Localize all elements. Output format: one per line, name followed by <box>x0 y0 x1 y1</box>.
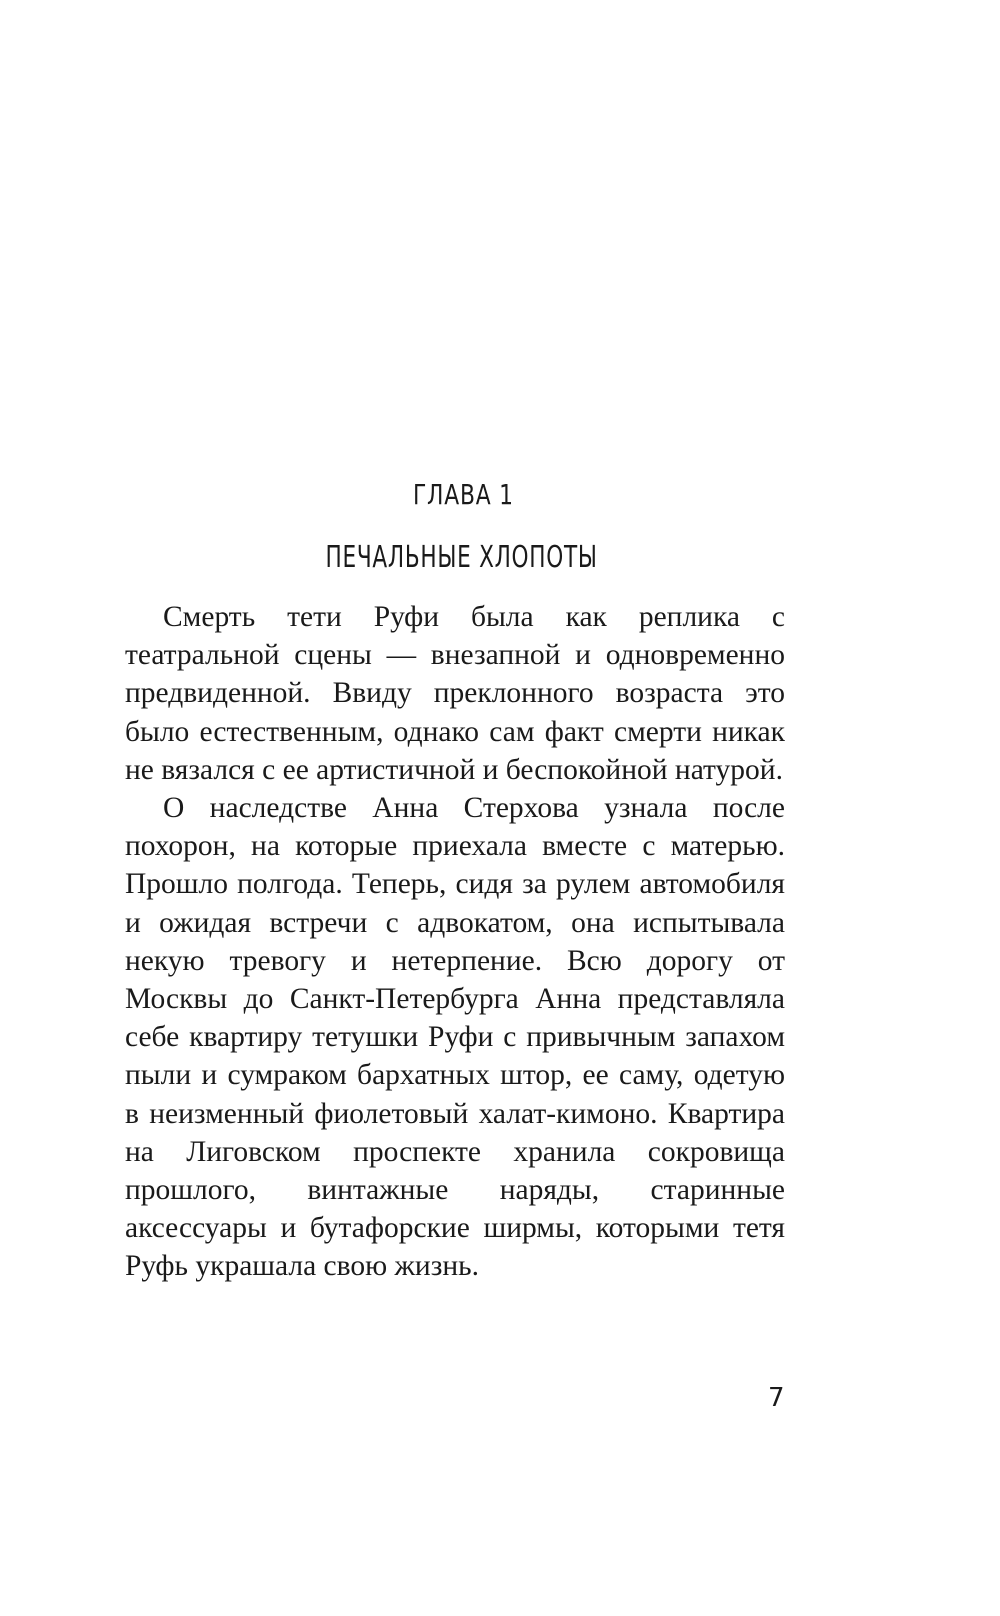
paragraph: Смерть тети Руфи была как реплика с театральной сцены — внезапной и одновременно предвиденной. Ввиду преклонного возраста это было естественным, однако сам факт смерти никак не вязался с ее артистичной и беспокойной натурой. <box>125 601 785 786</box>
body-text <box>125 598 785 1286</box>
page-number: 7 <box>768 1383 785 1413</box>
chapter-label: ГЛАВА 1 <box>412 478 514 511</box>
chapter-title: ПЕЧАЛЬНЫЕ ХЛОПОТЫ <box>325 540 598 575</box>
paragraph: О наследстве Анна Стерхова узнала после похорон, на которые приехала вместе с матерью. Прошло полгода. Теперь, сидя за рулем автомобиля и ожидая встречи с адвокатом, она испытывала некую тревогу и нетерпение. Всю дорогу от Москвы до Санкт-Петербурга Анна представляла себе квартиру тетушки Руфи с привычным запахом пыли и сумраком бархатных штор, ее саму, одетую в неизменный фиолетовый халат-кимоно. Квартира на Лиговском проспекте хранила сокровища прошлого, винтажные наряды, старинные аксессуары и бутафорские ширмы, которыми тетя Руфь украшала свою жизнь. <box>125 792 785 1283</box>
